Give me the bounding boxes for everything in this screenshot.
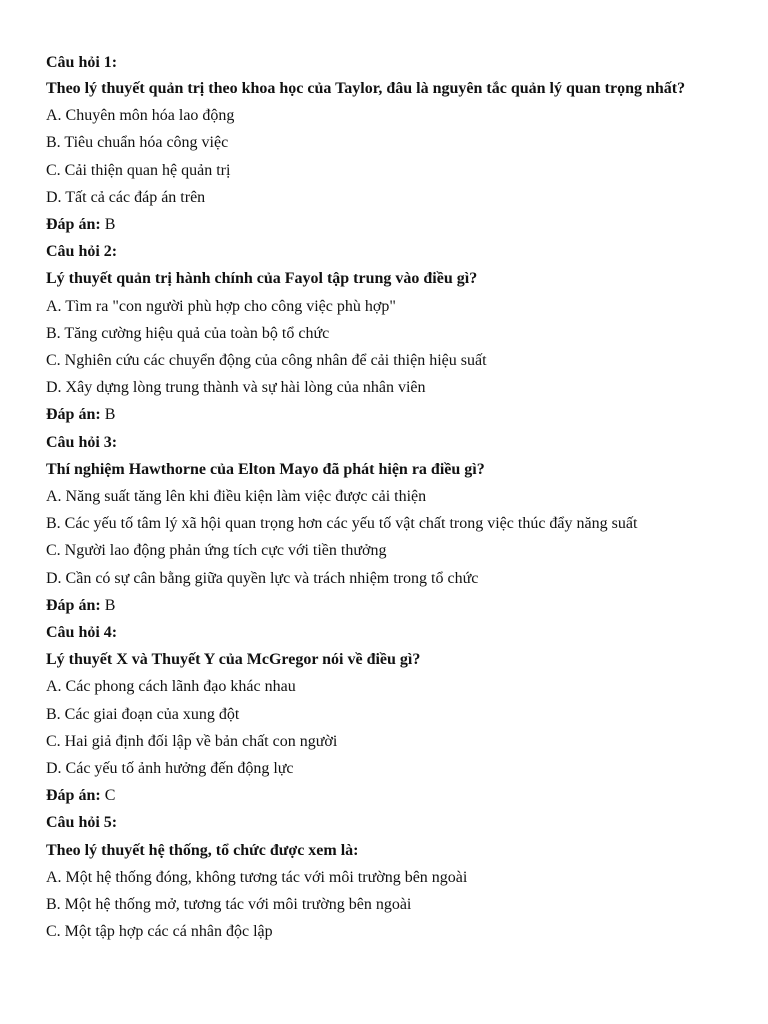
question-text: Lý thuyết quản trị hành chính của Fayol tập trung vào điều gì? <box>46 270 478 288</box>
option-c: C. Người lao động phản ứng tích cực với tiền thưởng <box>46 542 387 560</box>
option-a: A. Các phong cách lãnh đạo khác nhau <box>46 678 296 696</box>
option-b: B. Tiêu chuẩn hóa công việc <box>46 134 229 152</box>
option-a: A. Chuyên môn hóa lao động <box>46 107 235 125</box>
question-block <box>46 429 722 619</box>
option-b: B. Các giai đoạn của xung đột <box>46 705 240 723</box>
question-text: Lý thuyết X và Thuyết Y của McGregor nói về điều gì? <box>46 651 421 669</box>
option-c: C. Một tập hợp các cá nhân độc lập <box>46 923 273 941</box>
question-text: Theo lý thuyết hệ thống, tổ chức được xem là: <box>46 841 359 859</box>
option-a: A. Một hệ thống đóng, không tương tác với môi trường bên ngoài <box>46 868 468 886</box>
answer-value: B <box>104 406 116 424</box>
answer-label: Đáp án: <box>46 787 101 805</box>
option-a: A. Tìm ra "con người phù hợp cho công việc phù hợp" <box>46 297 396 315</box>
option-b: B. Tăng cường hiệu quả của toàn bộ tổ chức <box>46 324 330 342</box>
question-text: Thí nghiệm Hawthorne của Elton Mayo đã phát hiện ra điều gì? <box>46 460 485 478</box>
option-c: C. Nghiên cứu các chuyển động của công nhân để cải thiện hiệu suất <box>46 352 487 370</box>
answer-line <box>46 592 722 619</box>
option-b: B. Một hệ thống mở, tương tác với môi trường bên ngoài <box>46 896 412 914</box>
question-text: Theo lý thuyết quản trị theo khoa học của Taylor, đâu là nguyên tắc quản lý quan trọng nhất? <box>46 80 686 98</box>
answer-value: B <box>104 216 116 234</box>
answer-value: C <box>104 787 116 805</box>
option-b: B. Các yếu tố tâm lý xã hội quan trọng hơn các yếu tố vật chất trong việc thúc đẩy năng suất <box>46 515 638 533</box>
option-d: D. Cần có sự cân bằng giữa quyền lực và trách nhiệm trong tổ chức <box>46 569 479 587</box>
option-d: D. Các yếu tố ảnh hưởng đến động lực <box>46 760 294 778</box>
option-c: C. Cải thiện quan hệ quản trị <box>46 161 231 179</box>
option-d: D. Xây dựng lòng trung thành và sự hài lòng của nhân viên <box>46 379 426 397</box>
question-title: Câu hỏi 4: <box>46 624 118 642</box>
answer-label: Đáp án: <box>46 596 101 614</box>
question-title: Câu hỏi 3: <box>46 433 118 451</box>
question-title: Câu hỏi 5: <box>46 814 118 832</box>
option-a: A. Năng suất tăng lên khi điều kiện làm việc được cải thiện <box>46 488 427 506</box>
question-block <box>46 238 722 428</box>
answer-label: Đáp án: <box>46 216 101 234</box>
question-block <box>46 809 722 945</box>
answer-value: B <box>104 596 116 614</box>
question-title: Câu hỏi 1: <box>46 54 118 71</box>
answer-label: Đáp án: <box>46 406 101 424</box>
question-block <box>46 49 722 238</box>
option-c: C. Hai giả định đối lập về bản chất con người <box>46 732 338 750</box>
question-title: Câu hỏi 2: <box>46 243 118 261</box>
question-block <box>46 619 722 809</box>
answer-line <box>46 211 722 238</box>
option-d: D. Tất cả các đáp án trên <box>46 188 206 206</box>
answer-line <box>46 782 722 809</box>
answer-line <box>46 401 722 428</box>
